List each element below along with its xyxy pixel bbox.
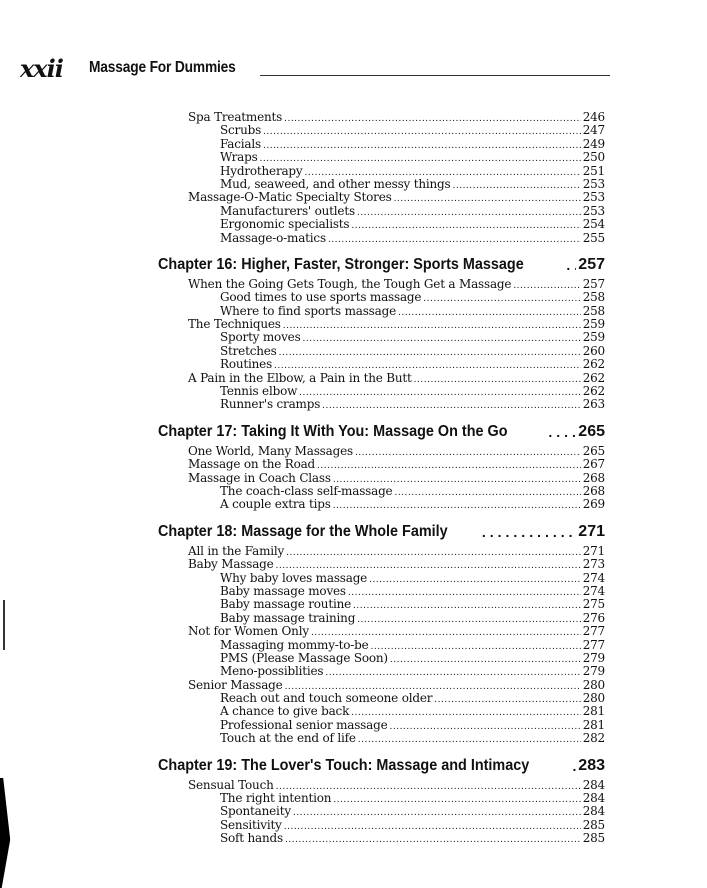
entry-page: 281 [582,717,605,732]
dot-leader [303,331,581,344]
chapter-heading[interactable] [158,757,605,776]
dot-leader [333,472,581,485]
entry-title: The coach-class self-massage [220,483,393,498]
dot-leader [394,485,580,498]
toc-subsection-entry[interactable] [188,385,605,398]
entry-page: 277 [582,637,605,652]
dot-leader [263,138,581,151]
dot-leader [369,572,581,585]
entry-title: Touch at the end of life [220,731,356,746]
toc-subsection-entry[interactable] [188,305,605,318]
dot-leader [351,218,580,231]
toc-section-entry[interactable] [188,545,605,558]
entry-title: When the Going Gets Tough, the Tough Get a Massage [188,276,512,291]
chapter-title: Chapter 16: Higher, Faster, Stronger: Sports Massage [158,255,524,273]
entry-title: Manufacturers' outlets [220,203,355,218]
entry-title: Scrubs [220,123,262,138]
entry-title: Ergonomic specialists [220,217,350,232]
entry-page: 257 [582,276,605,291]
dot-leader [351,705,581,718]
entry-page: 274 [582,570,605,585]
chapter-heading[interactable] [158,523,605,542]
entry-page: 280 [582,691,605,706]
dot-leader [348,585,581,598]
entry-title: Soft hands [220,831,283,846]
entry-page: 274 [582,583,605,598]
toc-subsection-entry[interactable] [188,819,605,832]
entry-title: Sensual Touch [188,777,274,792]
entry-page: 277 [582,624,605,639]
dot-leader [284,111,581,124]
entry-title: Reach out and touch someone older [220,691,433,706]
dot-leader [311,625,581,638]
entry-page: 253 [582,190,605,205]
entry-page: 273 [582,557,605,572]
entry-page: 258 [582,303,605,318]
entry-title: Stretches [220,343,277,358]
toc-section-entry[interactable] [188,679,605,692]
entry-page: 246 [582,110,605,124]
entry-page: 284 [582,804,605,819]
entry-title: A Pain in the Elbow, a Pain in the Butt [188,370,412,385]
chapter-page: 271 [578,522,605,540]
chapter-page: 257 [578,255,605,273]
dot-leader [274,358,581,371]
dot-leader [414,372,581,385]
chapter-heading[interactable] [158,423,605,442]
page-curl-shadow [0,778,40,888]
toc-section-entry[interactable] [188,278,605,291]
entry-page: 279 [582,664,605,679]
toc-subsection-entry[interactable] [188,485,605,498]
toc-section-entry[interactable] [188,111,605,124]
entry-title: All in the Family [188,543,285,558]
toc-subsection-entry[interactable] [188,498,605,511]
toc-subsection-entry[interactable] [188,732,605,745]
entry-page: 263 [582,397,605,412]
entry-page: 276 [582,610,605,625]
entry-title: Where to find sports massage [220,303,396,318]
entry-title: Tennis elbow [220,384,298,399]
entry-title: Good times to use sports massage [220,290,422,305]
entry-page: 255 [582,230,605,245]
book-title: Massage For Dummies [89,59,236,76]
entry-title: Spa Treatments [188,110,283,124]
chapter-title: Chapter 18: Massage for the Whole Family [158,522,448,540]
toc-subsection-entry[interactable] [188,178,605,191]
dot-leader [260,151,581,164]
toc-subsection-entry[interactable] [188,719,605,732]
entry-page: 262 [582,357,605,372]
entry-title: Professional senior massage [220,717,388,732]
dot-leader [263,124,581,137]
dot-leader [328,232,581,245]
chapter-title: Chapter 17: Taking It With You: Massage On the Go [158,422,508,440]
header-rule [260,75,610,76]
dot-leader [333,498,581,511]
dot-leader [566,256,576,275]
entry-page: 280 [582,677,605,692]
entry-page: 275 [582,597,605,612]
toc-subsection-entry[interactable] [188,652,605,665]
entry-title: Routines [220,357,273,372]
entry-page: 282 [582,731,605,746]
toc-subsection-entry[interactable] [188,665,605,678]
toc-subsection-entry[interactable] [188,705,605,718]
toc-subsection-entry[interactable] [188,805,605,818]
toc-subsection-entry[interactable] [188,124,605,137]
toc-subsection-entry[interactable] [188,345,605,358]
entry-page: 267 [582,457,605,472]
toc-section-entry[interactable] [188,372,605,385]
dot-leader [513,278,580,291]
dot-leader [322,398,581,411]
entry-page: 247 [582,123,605,138]
entry-title: Massage-o-matics [220,230,326,245]
toc-section-entry[interactable] [188,458,605,471]
toc-section-entry[interactable] [188,625,605,638]
entry-title: Baby massage moves [220,583,346,598]
toc-subsection-entry[interactable] [188,585,605,598]
entry-title: Senior Massage [188,677,283,692]
entry-title: Massage on the Road [188,457,316,472]
dot-leader [286,545,581,558]
toc-section-entry[interactable] [188,779,605,792]
toc-subsection-entry[interactable] [188,151,605,164]
scan-artifact-line [3,600,5,650]
dot-leader [353,598,581,611]
entry-title: A couple extra tips [220,497,331,512]
entry-title: Baby massage training [220,610,356,625]
toc-section-entry[interactable] [188,472,605,485]
entry-page: 253 [582,203,605,218]
entry-page: 260 [582,343,605,358]
dot-leader [333,792,580,805]
entry-page: 285 [582,817,605,832]
page-number: xxii [20,54,63,83]
entry-title: The Techniques [188,317,281,332]
dot-leader [305,165,581,178]
entry-page: 259 [582,330,605,345]
toc-subsection-entry[interactable] [188,205,605,218]
toc-subsection-entry[interactable] [188,832,605,845]
dot-leader [285,832,581,845]
toc-subsection-entry[interactable] [188,612,605,625]
entry-title: Sporty moves [220,330,301,345]
toc-subsection-entry[interactable] [188,358,605,371]
entry-page: 268 [582,483,605,498]
entry-page: 251 [582,163,605,178]
entry-page: 254 [582,217,605,232]
dot-leader [482,523,576,542]
toc-subsection-entry[interactable] [188,291,605,304]
dot-leader [434,692,580,705]
dot-leader [394,191,581,204]
toc-subsection-entry[interactable] [188,639,605,652]
table-of-contents [158,110,605,846]
dot-leader [371,639,581,652]
entry-page: 279 [582,650,605,665]
entry-page: 269 [582,497,605,512]
entry-page: 262 [582,384,605,399]
dot-leader [358,732,581,745]
dot-leader [390,652,581,665]
entry-page: 285 [582,831,605,846]
entry-title: Hydrotherapy [220,163,303,178]
dot-leader [285,679,581,692]
running-header [20,52,610,82]
entry-title: Runner's cramps [220,397,321,412]
entry-page: 271 [582,543,605,558]
entry-page: 259 [582,317,605,332]
dot-leader [283,318,581,331]
entry-page: 250 [582,150,605,165]
toc-subsection-entry[interactable] [188,232,605,245]
toc-subsection-entry[interactable] [188,692,605,705]
entry-page: 281 [582,704,605,719]
dot-leader [357,612,581,625]
dot-leader [293,805,581,818]
toc-section-entry[interactable] [188,558,605,571]
dot-leader [548,423,576,442]
toc-subsection-entry[interactable] [188,165,605,178]
entry-title: One World, Many Massages [188,443,353,458]
entry-title: Baby massage routine [220,597,352,612]
entry-title: Sensitivity [220,817,282,832]
entry-page: 253 [582,176,605,191]
entry-page: 284 [582,791,605,806]
dot-leader [325,665,580,678]
entry-page: 265 [582,443,605,458]
toc-subsection-entry[interactable] [188,598,605,611]
dot-leader [398,305,581,318]
entry-title: Why baby loves massage [220,570,368,585]
entry-title: Mud, seaweed, and other messy things [220,176,451,191]
toc-section-entry[interactable] [188,445,605,458]
entry-title: Not for Women Only [188,624,309,639]
toc-subsection-entry[interactable] [188,398,605,411]
chapter-page: 283 [578,756,605,774]
entry-title: The right intention [220,791,332,806]
entry-title: Massage in Coach Class [188,470,331,485]
entry-page: 249 [582,136,605,151]
entry-title: Wraps [220,150,258,165]
entry-title: PMS (Please Massage Soon) [220,650,388,665]
entry-page: 284 [582,777,605,792]
entry-title: Spontaneity [220,804,291,819]
dot-leader [389,719,580,732]
toc-subsection-entry[interactable] [188,792,605,805]
dot-leader [284,819,581,832]
toc-subsection-entry[interactable] [188,331,605,344]
chapter-title: Chapter 19: The Lover's Touch: Massage and Intimacy [158,756,530,774]
dot-leader [279,345,581,358]
entry-title: Baby Massage [188,557,274,572]
chapter-heading[interactable] [158,256,605,275]
dot-leader [452,178,580,191]
dot-leader [276,779,581,792]
toc-subsection-entry[interactable] [188,218,605,231]
entry-page: 268 [582,470,605,485]
toc-subsection-entry[interactable] [188,138,605,151]
dot-leader [357,205,581,218]
dot-leader [423,291,580,304]
dot-leader [355,445,581,458]
entry-page: 258 [582,290,605,305]
toc-section-entry[interactable] [188,318,605,331]
chapter-page: 265 [578,422,605,440]
toc-section-entry[interactable] [188,191,605,204]
entry-title: Massage-O-Matic Specialty Stores [188,190,392,205]
entry-title: Massaging mommy-to-be [220,637,369,652]
toc-subsection-entry[interactable] [188,572,605,585]
entry-title: Facials [220,136,261,151]
entry-title: Meno-possiblities [220,664,324,679]
dot-leader [317,458,581,471]
entry-title: A chance to give back [220,704,350,719]
entry-page: 262 [582,370,605,385]
dot-leader [276,558,581,571]
dot-leader [573,757,577,776]
dot-leader [299,385,581,398]
